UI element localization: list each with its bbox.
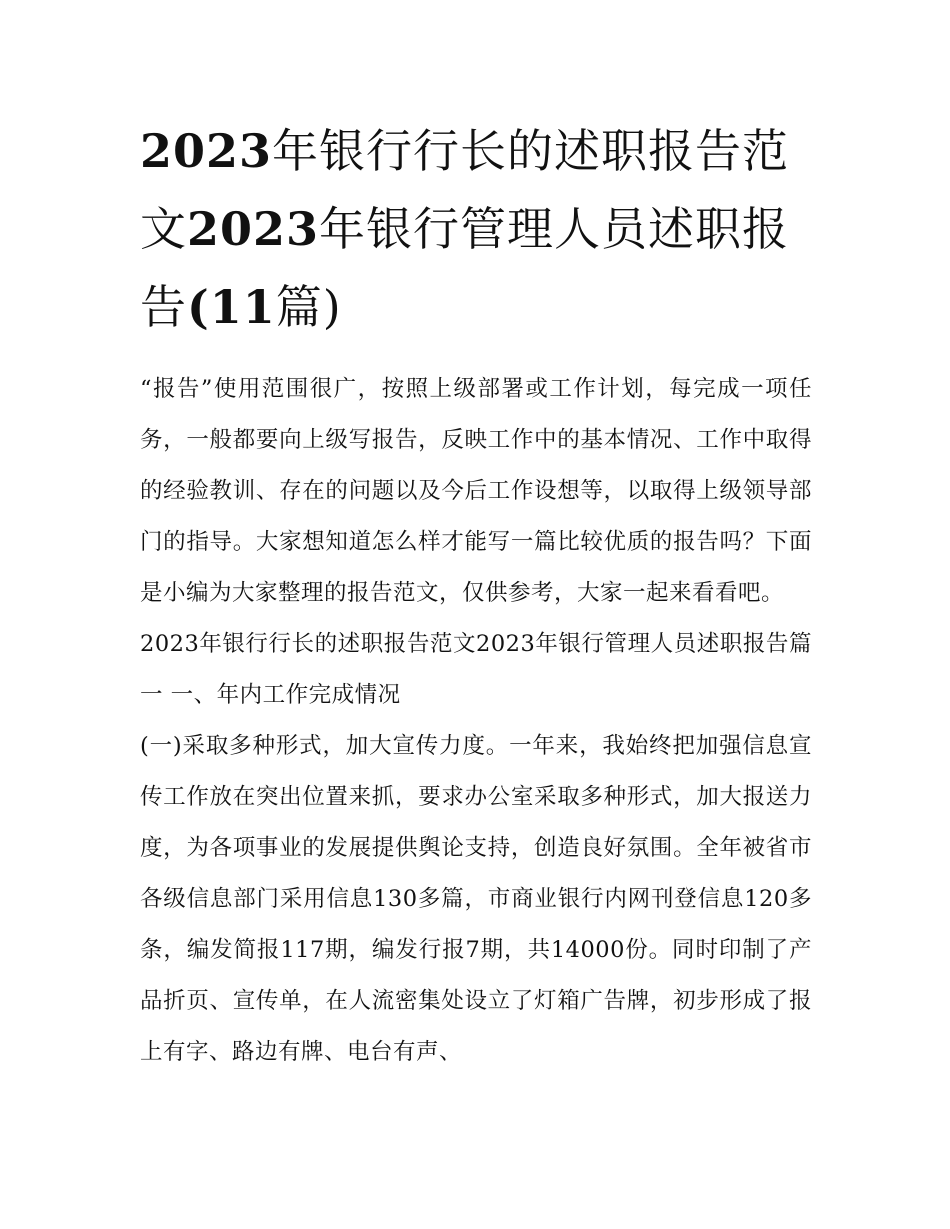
document-title [140,112,812,346]
title-text-3: 篇) [275,280,342,334]
title-text-1: 年银行行长的述职报告范文 [140,124,790,256]
section-heading-paragraph: 2023年银行行长的述职报告范文2023年银行管理人员述职报告篇一 一、年内工作完成情况 [140,631,812,708]
intro-paragraph: “报告”使用范围很广，按照上级部署或工作计划，每完成一项任务，一般都要向上级写报告，反映工作中的基本情况、工作中取得的经验教训、存在的问题以及今后工作设想等，以取得上级领导部门的指导。大家想知道怎么样才能写一篇比较优质的报告吗？下面是小编为大家整理的报告范文，仅供参考，大家一起来看看吧。 [140,376,812,606]
body-paragraph: (一)采取多种形式，加大宣传力度。一年来，我始终把加强信息宣传工作放在突出位置来抓，要求办公室采取多种形式，加大报送力度，为各项事业的发展提供舆论支持，创造良好氛围。全年被省市各级信息部门采用信息130多篇，市商业银行内网刊登信息120多条，编发简报117期，编发行报7期，共14000份。同时印制了产品折页、宣传单，在人流密集处设立了灯箱广告牌，初步形成了报上有字、路边有牌、电台有声、 [140,733,812,1065]
title-year-2: 2023 [187,202,320,256]
title-year-1: 2023 [140,124,273,178]
document-page [140,112,812,1078]
title-text-2: 年银行管理人员述职报告 [140,202,790,334]
title-count: (11 [187,280,276,334]
